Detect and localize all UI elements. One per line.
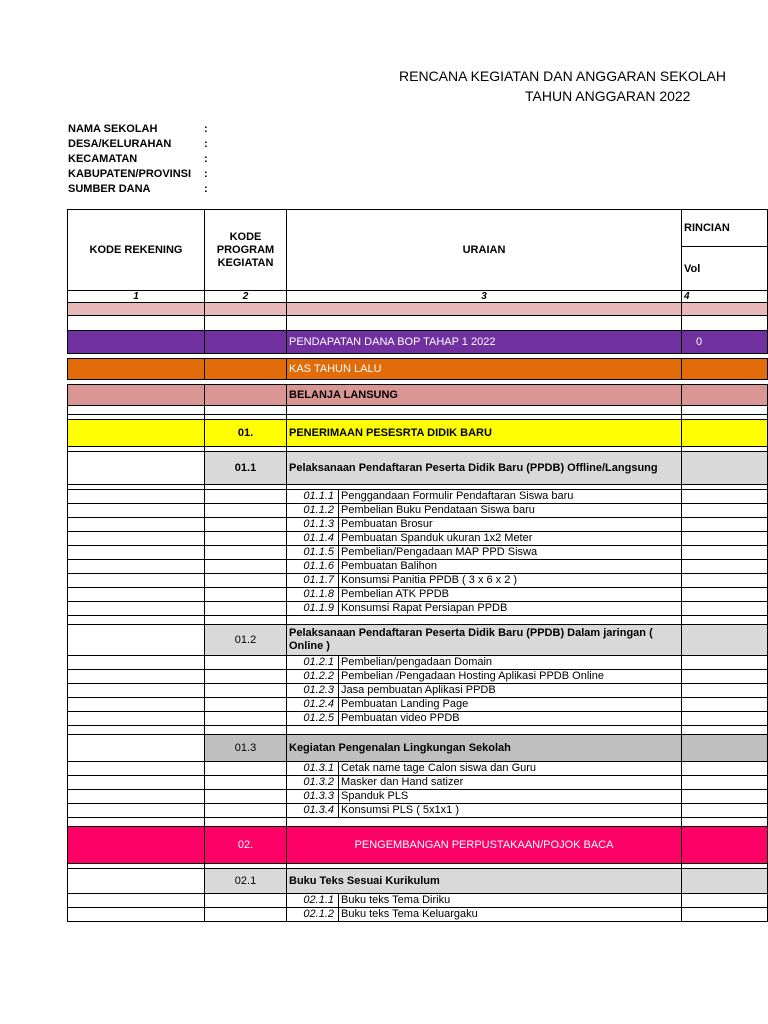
subsection-label: Kegiatan Pengenalan Lingkungan Sekolah — [287, 735, 682, 762]
subsection-label: Pelaksanaan Pendaftaran Peserta Didik Baru (PPDB) Dalam jaringan ( Online ) — [287, 625, 682, 656]
item-code: 01.2.4 — [287, 698, 339, 711]
subsection-code: 01.3 — [205, 735, 287, 762]
subsection-row — [68, 735, 768, 762]
item-label: Konsumsi Rapat Persiapan PPDB — [341, 602, 508, 614]
section-row — [68, 420, 768, 447]
item-row — [68, 504, 768, 518]
item-code: 01.1.7 — [287, 574, 339, 587]
subsection-row — [68, 869, 768, 894]
item-row — [68, 684, 768, 698]
item-row — [68, 908, 768, 922]
pendapatan-value: 0 — [682, 331, 768, 354]
section-code: 02. — [205, 827, 287, 864]
spacer-row — [68, 818, 768, 827]
document-subtitle: TAHUN ANGGARAN 2022 — [525, 88, 691, 104]
item-row — [68, 776, 768, 790]
item-code: 01.3.2 — [287, 776, 339, 789]
item-row — [68, 712, 768, 726]
info-colon: : — [204, 123, 208, 135]
section-label: PENERIMAAN PESESRTA DIDIK BARU — [287, 420, 682, 447]
item-label: Cetak name tage Calon siswa dan Guru — [341, 762, 537, 774]
item-row — [68, 762, 768, 776]
item-row — [68, 588, 768, 602]
item-code: 01.1.2 — [287, 504, 339, 517]
item-label: Pembelian/pengadaan Domain — [341, 656, 493, 668]
item-label: Penggandaan Formulir Pendaftaran Siswa baru — [341, 490, 574, 502]
subsection-code: 01.2 — [205, 625, 287, 656]
item-label: Pembuatan Brosur — [341, 518, 433, 530]
subsection-code: 01.1 — [205, 452, 287, 485]
col-num-1: 1 — [68, 291, 205, 303]
item-row — [68, 532, 768, 546]
item-row — [68, 490, 768, 504]
item-row — [68, 546, 768, 560]
item-label: Pembuatan Balihon — [341, 560, 438, 572]
item-row — [68, 790, 768, 804]
section-code: 01. — [205, 420, 287, 447]
item-row — [68, 670, 768, 684]
spacer-row — [68, 316, 768, 331]
item-label: Pembelian Buku Pendataan Siswa baru — [341, 504, 535, 516]
info-colon: : — [204, 138, 208, 150]
item-label: Pembelian/Pengadaan MAP PPD Siswa — [341, 546, 538, 558]
school-info — [68, 122, 228, 197]
item-code: 01.1.3 — [287, 518, 339, 531]
belanja-label: BELANJA LANSUNG — [287, 385, 682, 406]
subsection-row — [68, 625, 768, 656]
pendapatan-label: PENDAPATAN DANA BOP TAHAP 1 2022 — [287, 331, 682, 354]
item-label: Pembelian /Pengadaan Hosting Aplikasi PPDB Online — [341, 670, 604, 682]
item-code: 01.1.8 — [287, 588, 339, 601]
item-code: 01.1.9 — [287, 602, 339, 615]
header-rincian: RINCIAN — [682, 210, 768, 247]
info-colon: : — [204, 183, 208, 195]
item-row — [68, 698, 768, 712]
item-row — [68, 804, 768, 818]
item-label: Pembuatan Landing Page — [341, 698, 469, 710]
col-num-4: 4 — [682, 291, 768, 303]
item-code: 01.2.2 — [287, 670, 339, 683]
item-code: 01.3.1 — [287, 762, 339, 775]
subsection-row — [68, 452, 768, 485]
header-kode-program: KODE PROGRAM KEGIATAN — [205, 210, 287, 291]
info-label: DESA/KELURAHAN — [68, 138, 172, 150]
kas-row — [68, 359, 768, 380]
section-label: PENGEMBANGAN PERPUSTAKAAN/POJOK BACA — [287, 827, 682, 864]
item-code: 01.1.1 — [287, 490, 339, 503]
item-code: 01.3.3 — [287, 790, 339, 803]
info-label: SUMBER DANA — [68, 183, 151, 195]
info-label: NAMA SEKOLAH — [68, 123, 158, 135]
item-row — [68, 602, 768, 616]
item-code: 01.2.3 — [287, 684, 339, 697]
item-label: Spanduk PLS — [341, 790, 409, 802]
col-num-2: 2 — [205, 291, 287, 303]
info-row-nama-sekolah — [68, 122, 228, 137]
info-row-kabupaten — [68, 167, 228, 182]
info-row-kecamatan — [68, 152, 228, 167]
item-code: 01.2.1 — [287, 656, 339, 669]
pendapatan-row — [68, 331, 768, 354]
item-row — [68, 894, 768, 908]
item-label: Masker dan Hand satizer — [341, 776, 464, 788]
item-row — [68, 656, 768, 670]
subsection-label: Buku Teks Sesuai Kurikulum — [287, 869, 682, 894]
header-kode-rekening: KODE REKENING — [68, 210, 205, 291]
kas-label: KAS TAHUN LALU — [287, 359, 682, 380]
subsection-label: Pelaksanaan Pendaftaran Peserta Didik Baru (PPDB) Offline/Langsung — [287, 452, 682, 485]
belanja-row — [68, 385, 768, 406]
subsection-code: 02.1 — [205, 869, 287, 894]
spacer-row — [68, 616, 768, 625]
info-colon: : — [204, 153, 208, 165]
header-vol: Vol — [682, 247, 768, 291]
item-label: Pembuatan video PPDB — [341, 712, 460, 724]
item-row — [68, 518, 768, 532]
budget-table — [67, 209, 768, 922]
item-label: Konsumsi Panitia PPDB ( 3 x 6 x 2 ) — [341, 574, 518, 586]
document-title: RENCANA KEGIATAN DAN ANGGARAN SEKOLAH — [399, 68, 727, 84]
info-row-desa — [68, 137, 228, 152]
item-label: Konsumsi PLS ( 5x1x1 ) — [341, 804, 459, 816]
header-uraian: URAIAN — [287, 210, 682, 291]
item-code: 01.1.4 — [287, 532, 339, 545]
info-colon: : — [204, 168, 208, 180]
item-code: 02.1.1 — [287, 894, 339, 907]
col-num-3: 3 — [287, 291, 682, 303]
item-row — [68, 560, 768, 574]
item-label: Buku teks Tema Diriku — [341, 894, 451, 906]
item-code: 01.2.5 — [287, 712, 339, 725]
item-code: 01.1.5 — [287, 546, 339, 559]
item-code: 02.1.2 — [287, 908, 339, 921]
item-label: Pembuatan Spanduk ukuran 1x2 Meter — [341, 532, 533, 544]
item-code: 01.1.6 — [287, 560, 339, 573]
spacer-row — [68, 303, 768, 316]
info-label: KECAMATAN — [68, 153, 138, 165]
item-label: Pembelian ATK PPDB — [341, 588, 450, 600]
column-number-row — [68, 291, 768, 303]
item-label: Jasa pembuatan Aplikasi PPDB — [341, 684, 496, 696]
info-row-sumber-dana — [68, 182, 228, 197]
info-label: KABUPATEN/PROVINSI — [68, 168, 192, 180]
section-row — [68, 827, 768, 864]
item-code: 01.3.4 — [287, 804, 339, 817]
item-label: Buku teks Tema Keluargaku — [341, 908, 478, 920]
header-row — [68, 210, 768, 247]
spacer-row — [68, 726, 768, 735]
item-row — [68, 574, 768, 588]
spacer-row — [68, 406, 768, 415]
